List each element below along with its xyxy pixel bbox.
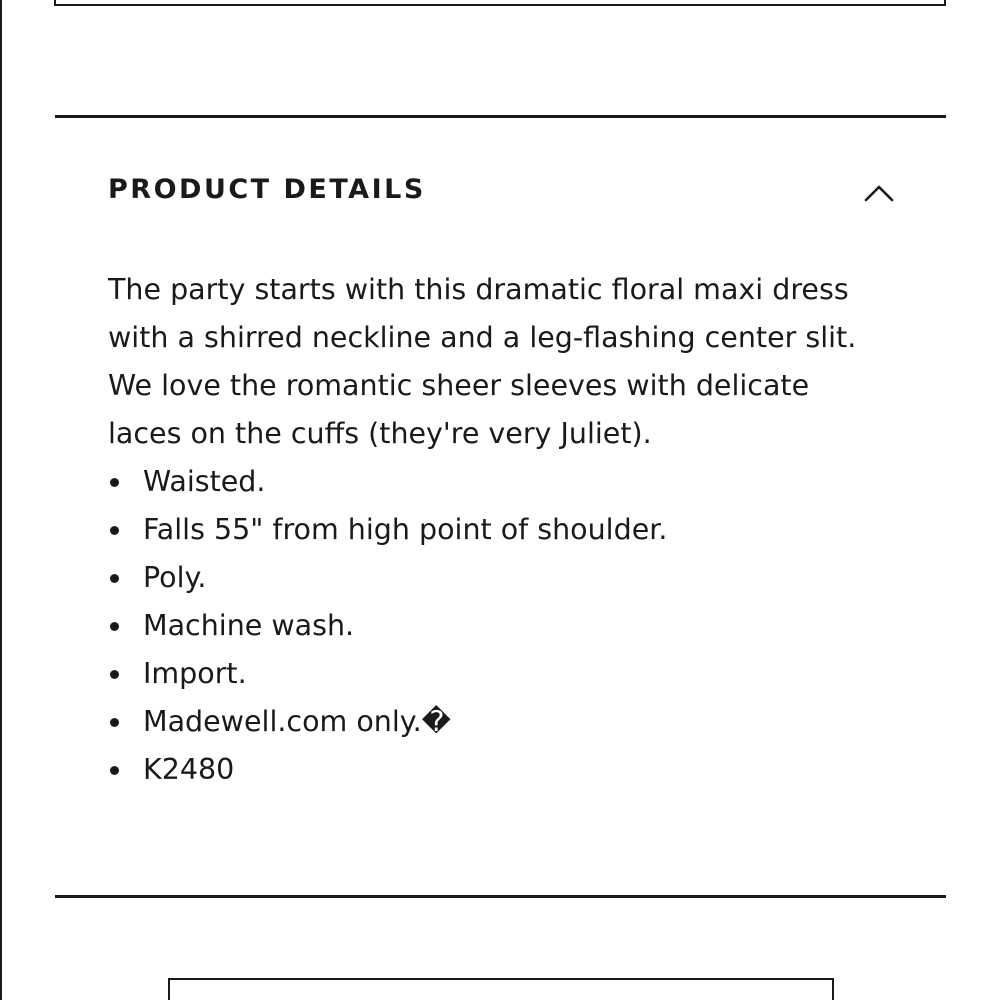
section-divider-bottom: [55, 895, 946, 898]
product-details-title: PRODUCT DETAILS: [108, 174, 426, 205]
list-item: Waisted.: [108, 458, 868, 506]
previous-section-box: [54, 0, 946, 6]
list-item: K2480: [108, 746, 868, 794]
chevron-up-icon[interactable]: [864, 180, 894, 204]
product-description: The party starts with this dramatic floral maxi dress with a shirred neckline and a leg-flashing center slit. We love the romantic sheer sleeves with delicate laces on the cuffs (they're very Juliet).: [108, 273, 857, 450]
product-details-content: [108, 266, 868, 794]
list-item: Poly.: [108, 554, 868, 602]
list-item: Madewell.com only.�: [108, 698, 868, 746]
section-divider-top: [55, 115, 946, 118]
list-item: Falls 55" from high point of shoulder.: [108, 506, 868, 554]
product-details-list: [108, 458, 868, 794]
product-details-accordion-toggle[interactable]: [108, 168, 898, 216]
page-left-border: [0, 0, 2, 1000]
list-item: Import.: [108, 650, 868, 698]
list-item: Machine wash.: [108, 602, 868, 650]
next-section-button[interactable]: [168, 978, 834, 1000]
